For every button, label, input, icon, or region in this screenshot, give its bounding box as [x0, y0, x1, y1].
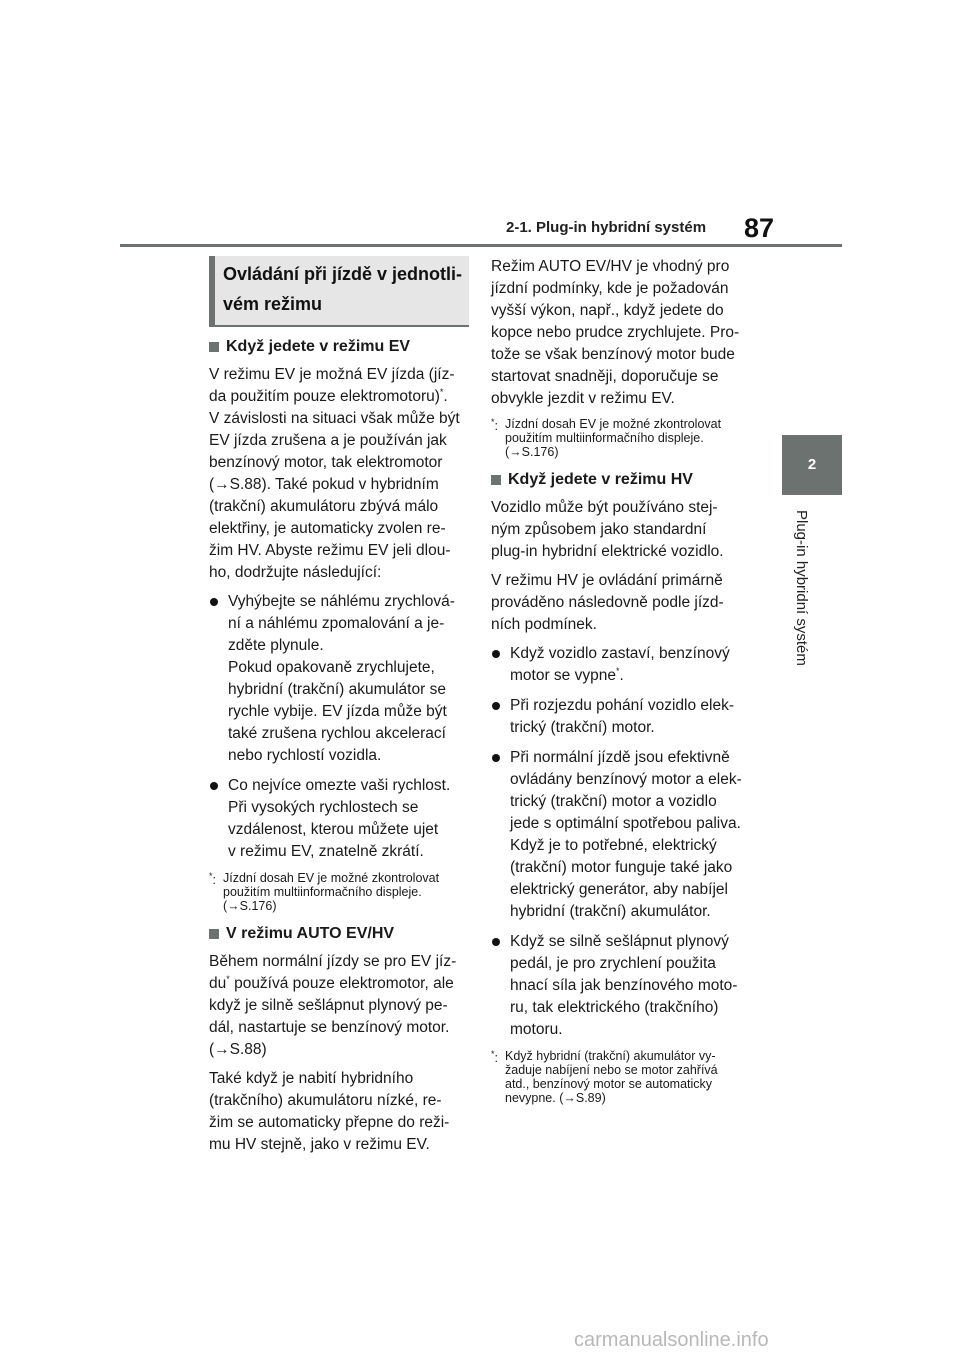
page-reference-link[interactable]: (→S.176): [223, 899, 277, 913]
bullet-dot-icon: [492, 754, 500, 762]
text-line: tože se však benzínový motor bude: [491, 346, 735, 363]
subheading-hv: [491, 469, 751, 491]
text-line: trický (trakční) motor.: [510, 719, 655, 736]
text-line: žim se automaticky přepne do reži-: [209, 1114, 450, 1131]
text-line: V režimu HV je ovládání primárně: [491, 572, 723, 589]
text-line: používá pouze elektromotor, ale: [229, 975, 454, 992]
text-line: elektřiny, je automaticky zvolen re-: [209, 520, 446, 537]
subheading-text: Když jedete v režimu HV: [508, 471, 693, 488]
square-bullet-icon: [491, 475, 501, 485]
text-line: Vozidlo může být používáno stej-: [491, 499, 718, 516]
text-line: když je silně sešlápnut plynový pe-: [209, 997, 448, 1014]
text-line: Při rozjezdu pohání vozidlo elek-: [510, 697, 735, 714]
page-reference-link[interactable]: (→S.88): [209, 1041, 267, 1058]
paragraph: [491, 570, 751, 636]
text-line: V režimu EV je možná EV jízda (jíz-: [209, 366, 455, 383]
list-item: [209, 591, 469, 767]
text-line: ní a náhlému zpomalování a je-: [228, 615, 445, 632]
chapter-tab[interactable]: 2: [782, 435, 842, 495]
text-line: elektrický generátor, aby nabíjel: [510, 881, 728, 898]
page-reference-link[interactable]: (→S.88). Také pokud v hybridním: [209, 476, 439, 493]
text-line: Když vozidlo zastaví, benzínový: [510, 645, 730, 662]
list-item: [491, 695, 751, 739]
list-item: [491, 643, 751, 687]
paragraph: [209, 364, 469, 584]
paragraph: [491, 256, 751, 410]
paragraph: [209, 951, 469, 1061]
footnote: [491, 1049, 751, 1105]
text-line: (trakční) akumulátoru zbývá málo: [209, 498, 439, 515]
text-line: ným způsobem jako standardní: [491, 521, 707, 538]
bullet-dot-icon: [492, 938, 500, 946]
text-line: vyšší výkon, např., když jedete do: [491, 302, 724, 319]
bullet-dot-icon: [492, 650, 500, 658]
text-line: plug-in hybridní elektrické vozidlo.: [491, 543, 724, 560]
text-line: Při vysokých rychlostech se: [228, 799, 419, 816]
subheading-text: V režimu AUTO EV/HV: [226, 925, 395, 942]
text-line: prováděno následovně podle jízd-: [491, 594, 724, 611]
text-line: jede s optimální spotřebou paliva.: [510, 815, 741, 832]
left-column: [209, 256, 469, 1163]
footnote-mark: *:: [491, 417, 498, 434]
text-line: motor se vypne: [510, 667, 616, 684]
text-line: benzínový motor, tak elektromotor: [209, 454, 443, 471]
text-line: mu HV stejně, jako v režimu EV.: [209, 1136, 430, 1153]
subheading-auto: [209, 923, 469, 945]
header-rule: [120, 244, 842, 247]
chapter-tab-label: Plug-in hybridní systém: [793, 510, 810, 666]
text-line: ovládány benzínový motor a elek-: [510, 771, 742, 788]
text-line: Během normální jízdy se pro EV jíz-: [209, 953, 457, 970]
text-line: du: [209, 975, 227, 992]
footnote-mark: *:: [209, 871, 216, 888]
section-title-line: vém režimu: [223, 294, 323, 314]
right-column: [491, 256, 751, 1115]
text-line: také zrušena rychlou akcelerací: [228, 725, 446, 742]
text-line: použitím multiinformačního displeje.: [505, 431, 704, 445]
text-line: Při normální jízdě jsou efektivně: [510, 749, 730, 766]
footnote-marker: *: [226, 973, 230, 984]
text-line: Jízdní dosah EV je možné zkontrolovat: [505, 417, 722, 431]
bullet-dot-icon: [210, 782, 218, 790]
text-line: ho, dodržujte následující:: [209, 564, 382, 581]
footnote: [209, 871, 469, 913]
text-line: Pokud opakovaně zrychlujete,: [228, 659, 435, 676]
text-line: motoru.: [510, 1021, 563, 1038]
text-line: vzdálenost, kterou můžete ujet: [228, 821, 439, 838]
section-title-line: Ovládání při jízdě v jednotli-: [223, 264, 463, 284]
subheading-text: Když jedete v režimu EV: [226, 338, 411, 355]
text-line: Vyhýbejte se náhlému zrychlová-: [228, 593, 455, 610]
text-line: hybridní (trakční) akumulátor se: [228, 681, 446, 698]
text-line: rychle vybije. EV jízda může být: [228, 703, 447, 720]
list-item: [491, 747, 751, 923]
page-reference-link[interactable]: nevypne. (→S.89): [505, 1091, 606, 1105]
text-line: pedál, je pro zrychlení použita: [510, 955, 716, 972]
square-bullet-icon: [209, 342, 219, 352]
text-line: hnací síla jak benzínového moto-: [510, 977, 738, 994]
text-line: .: [619, 667, 624, 684]
text-line: žaduje nabíjení nebo se motor zahřívá: [505, 1063, 718, 1077]
bullet-dot-icon: [210, 598, 218, 606]
text-line: ru, tak elektrického (trakčního): [510, 999, 719, 1016]
footnote-marker: *: [615, 665, 620, 676]
text-line: dál, nastartuje se benzínový motor.: [209, 1019, 450, 1036]
subheading-ev: [209, 336, 469, 358]
text-line: da použitím pouze elektromotoru): [209, 388, 440, 405]
page-reference-link[interactable]: (→S.176): [505, 445, 559, 459]
list-item: [491, 931, 751, 1041]
section-title-box: [209, 256, 469, 327]
text-line: trický (trakční) motor a vozidlo: [510, 793, 717, 810]
paragraph: [209, 1068, 469, 1156]
footnote-marker: *: [439, 386, 444, 397]
text-line: Když se silně sešlápnut plynový: [510, 933, 729, 950]
section-heading: 2-1. Plug-in hybridní systém: [506, 219, 707, 236]
text-line: nebo rychlostí vozidla.: [228, 747, 382, 764]
square-bullet-icon: [209, 929, 219, 939]
text-line: jízdní podmínky, kde je požadován: [491, 280, 729, 297]
text-line: startovat snadněji, doporučuje se: [491, 368, 719, 385]
text-line: zděte plynule.: [228, 637, 324, 654]
text-line: žim HV. Abyste režimu EV jeli dlou-: [209, 542, 451, 559]
footnote: [491, 417, 751, 459]
text-line: hybridní (trakční) akumulátor.: [510, 903, 711, 920]
paragraph: [491, 497, 751, 563]
footnote-mark: *:: [491, 1049, 498, 1066]
text-line: (trakční) motor funguje také jako: [510, 859, 733, 876]
list-item: [209, 775, 469, 863]
text-line: použitím multiinformačního displeje.: [223, 885, 422, 899]
text-line: kopce nebo prudce zrychlujete. Pro-: [491, 324, 740, 341]
text-line: .: [443, 388, 448, 405]
watermark: carmanualsonline.info: [574, 1329, 769, 1351]
bullet-dot-icon: [492, 702, 500, 710]
text-line: obvykle jezdit v režimu EV.: [491, 390, 675, 407]
text-line: atd., benzínový motor se automaticky: [505, 1077, 713, 1091]
text-line: Když hybridní (trakční) akumulátor vy-: [505, 1049, 716, 1063]
text-line: Také když je nabití hybridního: [209, 1070, 414, 1087]
text-line: (trakčního) akumulátoru nízké, re-: [209, 1092, 442, 1109]
section-title: [223, 259, 463, 319]
text-line: ních podmínek.: [491, 616, 597, 633]
text-line: V závislosti na situaci však může být: [209, 410, 460, 427]
text-line: Jízdní dosah EV je možné zkontrolovat: [223, 871, 440, 885]
text-line: EV jízda zrušena a je používán jak: [209, 432, 447, 449]
text-line: Režim AUTO EV/HV je vhodný pro: [491, 258, 730, 275]
text-line: Když je to potřebné, elektrický: [510, 837, 717, 854]
text-line: Co nejvíce omezte vaši rychlost.: [228, 777, 451, 794]
text-line: v režimu EV, znatelně zkrátí.: [228, 843, 424, 860]
page-number: 87: [744, 213, 775, 243]
